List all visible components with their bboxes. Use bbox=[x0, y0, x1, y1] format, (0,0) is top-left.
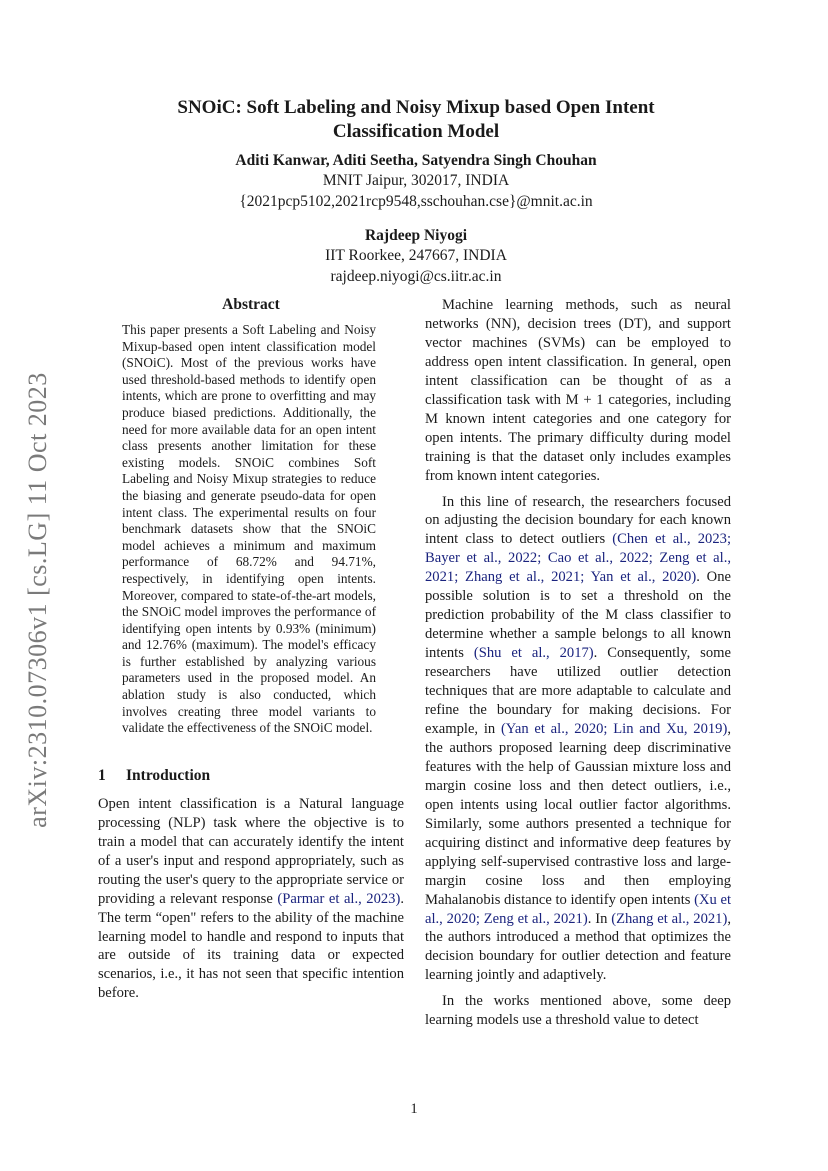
affiliation-2-address: IIT Roorkee, 247667, INDIA bbox=[325, 247, 507, 264]
author-list: Aditi Kanwar, Aditi Seetha, Satyendra Singh Chouhan bbox=[235, 152, 597, 169]
affiliation-1-emails: {2021pcp5102,2021rcp9548,sschouhan.cse}@mnit.ac.in bbox=[239, 193, 593, 210]
body-paragraph-2-text-e: . In bbox=[587, 910, 612, 927]
body-paragraph-2-text-a: In this line of research, the researchers focused on adjusting the decision boundary for each known intent class to detect outliers bbox=[425, 493, 731, 548]
section-heading-introduction bbox=[98, 767, 404, 785]
intro-paragraph-1-text-a: Open intent classification is a Natural language processing (NLP) task where the objective is to train a model that can accurately identify the intent of a user's input and respond appropriately, such as routing the user's query to the appropriate service or providing a relevant response bbox=[98, 795, 404, 907]
second-author: Rajdeep Niyogi bbox=[364, 227, 468, 244]
affiliation-1-address: MNIT Jaipur, 302017, INDIA bbox=[322, 172, 510, 189]
citation-link[interactable]: (Zhang et al., 2021) bbox=[611, 910, 728, 927]
body-paragraph-2-text-f: , the authors introduced a method that optimizes the decision boundary for outlier detection and feature learning jointly and adaptively. bbox=[425, 910, 731, 984]
citation-link[interactable]: (Xu et al., 2020; Zeng et al., 2021) bbox=[425, 891, 732, 927]
body-paragraph-2-text-b: . One possible solution is to set a threshold on the prediction probability of the M class classifier to determine whether a sample belongs to all known intents bbox=[425, 569, 731, 662]
citation-link[interactable]: (Shu et al., 2017) bbox=[473, 645, 594, 662]
title-block bbox=[98, 96, 734, 287]
body-paragraph-1: Machine learning methods, such as neural networks (NN), decision trees (DT), and support vector machines (SVMs) can be employed to address open intent classification. In general, open intent classification can be thought of as a classification task with M + 1 categories, including M known intent categories and one category for open intents. The primary difficulty during model training is that the dataset only includes examples from known intent categories. bbox=[425, 297, 731, 484]
body-paragraph-2 bbox=[425, 493, 731, 986]
body-paragraph-3: In the works mentioned above, some deep learning models use a threshold value to detect bbox=[425, 993, 731, 1029]
intro-paragraph-1 bbox=[98, 795, 404, 1003]
arxiv-identifier-stamp bbox=[18, 360, 58, 840]
section-title: Introduction bbox=[126, 766, 211, 784]
abstract-heading: Abstract bbox=[222, 296, 280, 313]
citation-link[interactable]: (Parmar et al., 2023) bbox=[277, 890, 401, 907]
paper-title-line-2: Classification Model bbox=[332, 121, 500, 142]
left-column bbox=[98, 296, 404, 1003]
body-paragraph-2-text-d: , the authors proposed learning deep discriminative features with the help of Gaussian mixture loss and margin cosine loss and then detect outliers, i.e., open intents using local outlier factor algorithms. Similarly, some authors presented a technique for acquiring distinct and informative deep features by applying self-supervised contrastive loss and large-margin cosine loss and then employing Mahalanobis distance to identify open intents bbox=[425, 720, 731, 908]
page-number: 1 bbox=[410, 1101, 418, 1117]
body-paragraph-2-text-c: . Consequently, some researchers have utilized outlier detection techniques that are more adaptable to calculate and refine the boundary for making decisions. For example, in bbox=[425, 645, 731, 737]
section-number: 1 bbox=[98, 766, 106, 784]
affiliation-2-email: rajdeep.niyogi@cs.iitr.ac.in bbox=[330, 268, 502, 285]
paper-title bbox=[98, 96, 734, 144]
intro-paragraph-1-text-b: . The term “open" refers to the ability of the machine learning model to handle and respond to inputs that are outside of its training data or expected scenarios, i.e., it has not seen that specific intention before. bbox=[98, 890, 404, 1002]
arxiv-identifier-text: arXiv:2310.07306v1 [cs.LG] 11 Oct 2023 bbox=[23, 372, 53, 828]
right-column bbox=[425, 296, 731, 1030]
affiliation-1 bbox=[98, 170, 734, 212]
citation-link[interactable]: (Yan et al., 2020; Lin and Xu, 2019) bbox=[500, 720, 728, 737]
abstract-body: This paper presents a Soft Labeling and Noisy Mixup-based open intent classification model (SNOiC). Most of the previous works have used threshold-based methods to identify open intents, which are prone to overfitting and may produce biased predictions. Additionally, the need for more available data for an open intent class presents another limitation for these existing models. SNOiC combines Soft Labeling and Noisy Mixup strategies to reduce the biasing and generate pseudo-data for open intent class. The experimental results on four benchmark datasets show that the SNOiC model achieves a minimum and maximum performance of 68.72% and 94.71%, respectively, in identifying open intents. Moreover, compared to state-of-the-art models, the SNOiC model improves the performance of identifying open intents by 0.93% (minimum) and 12.76% (maximum). The model's efficacy is further established by analyzing various parameters used in the proposed model. An ablation study is also conducted, which involves creating three model variants to validate the effectiveness of the SNOiC model. bbox=[122, 322, 376, 736]
citation-link[interactable]: (Chen et al., 2023; Bayer et al., 2022; Cao et al., 2022; Zeng et al., 2021; Zhang et al., 2021; Yan et al., 2020) bbox=[425, 531, 731, 586]
affiliation-2 bbox=[98, 245, 734, 287]
paper-title-line-1: SNOiC: Soft Labeling and Noisy Mixup based Open Intent bbox=[177, 97, 655, 118]
